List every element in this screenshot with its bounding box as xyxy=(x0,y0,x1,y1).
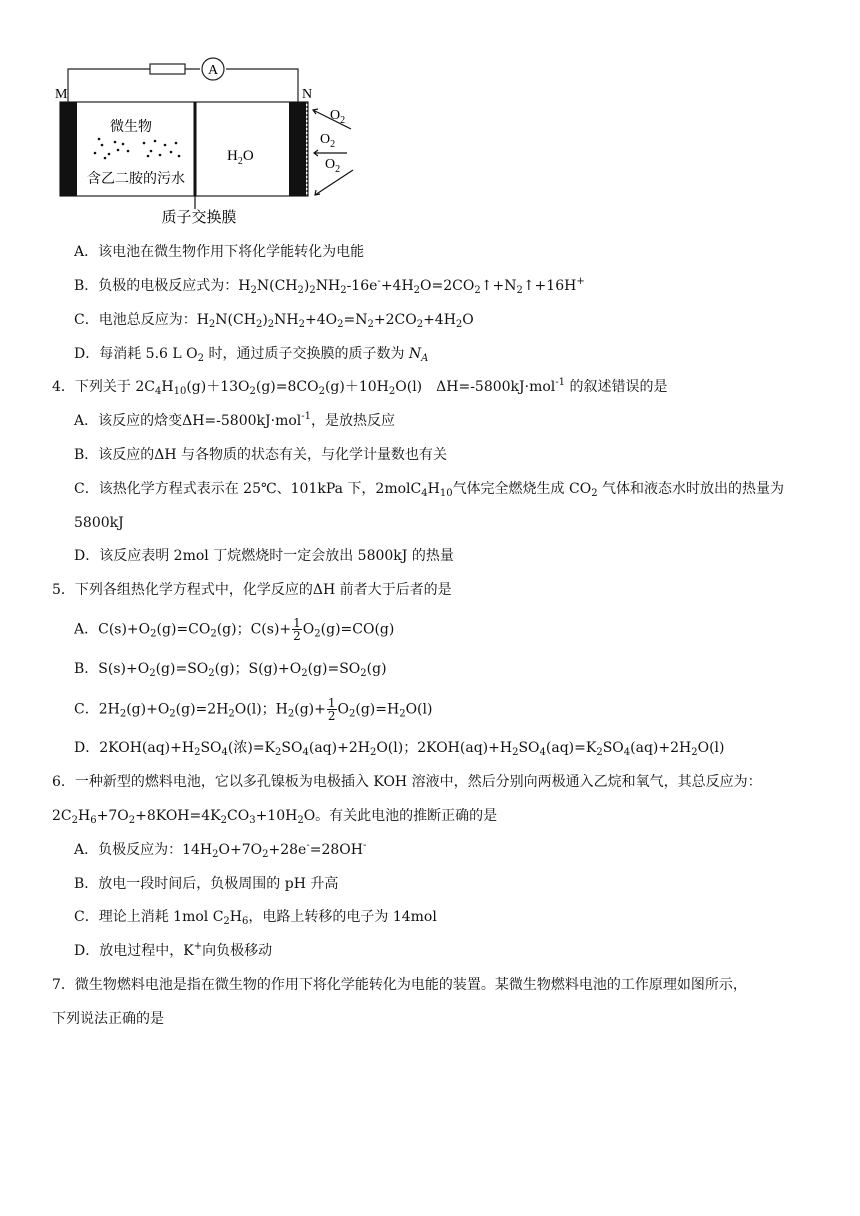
q3-option-b: B．负极的电极反应式为：$H_2N(CH_2)_2NH_2-16e^-+4H_2O=2CO_2↑+N_2↑+16H^+$ xyxy=(74,276,585,296)
q5-stem: 5．下列各组热化学方程式中，化学反应的ΔH 前者大于后者的是 xyxy=(52,582,452,598)
electrode-m xyxy=(60,102,77,196)
q6-option-a: A．负极反应为：$14H_2O+7O_2+28e^-=28OH^-$ xyxy=(74,840,367,860)
q5-option-d: D．$2KOH(aq)+H_2SO_4$(浓)$=K_2SO_4(aq)+2H_2O(l)$；$2KOH(aq)+H_2SO_4(aq)=K_2SO_4(aq)+2H_2O(l)$ xyxy=(74,740,725,758)
fraction-half-2: $\frac{1}{2}$ xyxy=(327,696,336,723)
fraction-half: $\frac{1}{2}$ xyxy=(293,616,301,643)
q4-option-b: B．该反应的ΔH 与各物质的状态有关，与化学计量数也有关 xyxy=(74,447,448,463)
membrane-label: 质子交换膜 xyxy=(161,208,237,226)
q7-stem-cont: 下列说法正确的是 xyxy=(52,1011,164,1027)
fuel-cell-diagram xyxy=(55,55,385,233)
ammeter-label: A xyxy=(207,63,219,78)
o2-label-2: $O_2$ xyxy=(320,132,336,150)
q6-option-c: C．理论上消耗 1mol $C_2H_6$，电路上转移的电子为 14mol xyxy=(74,909,437,927)
electrode-n xyxy=(289,102,306,196)
o2-label-3: $O_2$ xyxy=(325,157,341,175)
q6-stem-cont: $2C_2H_6+7O_2+8KOH=4K_2CO_3+10H_2O$。有关此电池的推断正确的是 xyxy=(52,808,498,826)
q7-stem: 7．微生物燃料电池是指在微生物的作用下将化学能转化为电能的装置。某微生物燃料电池的工作原理如图所示， xyxy=(52,977,747,993)
q4-stem: 4．下列关于 $2C_4H_{10}(g)+13O_2(g)=8CO_2(g)+10H_2O(l)$ ΔH=-5800kJ·mol$^{-1}$ 的叙述错误的是 xyxy=(52,377,668,397)
q6-stem: 6．一种新型的燃料电池，它以多孔镍板为电极插入 KOH 溶液中，然后分别向两极通入乙烷和氧气，其总反应为： xyxy=(52,774,762,790)
label-m: M xyxy=(55,87,68,102)
label-n: N xyxy=(302,87,313,102)
q4-option-a: A．该反应的焓变ΔH=-5800kJ·mol$^{-1}$，是放热反应 xyxy=(74,411,395,429)
q4-option-d: D．该反应表明 2mol 丁烷燃烧时一定会放出 5800kJ 的热量 xyxy=(74,548,454,564)
q3-option-a: A．该电池在微生物作用下将化学能转化为电能 xyxy=(74,244,365,260)
q4-option-c-cont: 5800kJ xyxy=(74,515,124,531)
q5-option-b: B．$S(s)+O_2(g)=SO_2(g)$；$S(g)+O_2(g)=SO_2(g)$ xyxy=(74,661,387,679)
q3-option-c: C．电池总反应为：$H_2N(CH_2)_2NH_2+4O_2=N_2+2CO_2+4H_2O$ xyxy=(74,312,474,330)
q4-option-c: C．该热化学方程式表示在 25℃、101kPa 下，$2molC_4H_{10}$气体完全燃烧生成 $CO_2$ 气体和液态水时放出的热量为 xyxy=(74,481,785,499)
q6-option-b: B．放电一段时间后，负极周围的 pH 升高 xyxy=(74,876,339,892)
q3-option-d: D．每消耗 5.6 L $O_2$ 时，通过质子交换膜的质子数为 $N_A$ xyxy=(74,346,429,364)
fuel-cell-svg xyxy=(55,55,385,233)
q5-option-a: A．$C(s)+O_2(g)=CO_2(g)$；C(s)+ $\frac{1}{2}$ $O_2(g)=CO(g)$ xyxy=(74,616,395,643)
o2-label-1: $O_2$ xyxy=(330,108,346,126)
water-label: $H_2O$ xyxy=(227,148,254,167)
microbes-label: 微生物 xyxy=(110,119,152,135)
q6-option-d: D．放电过程中，K+向负极移动 xyxy=(74,941,273,959)
wastewater-label: 含乙二胺的污水 xyxy=(87,171,185,187)
q5-option-c: C．$2H_2(g)+O_2(g)=2H_2O(l)$；$H_2(g)+$ $\frac{1}{2}$ $O_2(g)=H_2O(l)$ xyxy=(74,696,433,723)
resistor xyxy=(150,64,185,74)
